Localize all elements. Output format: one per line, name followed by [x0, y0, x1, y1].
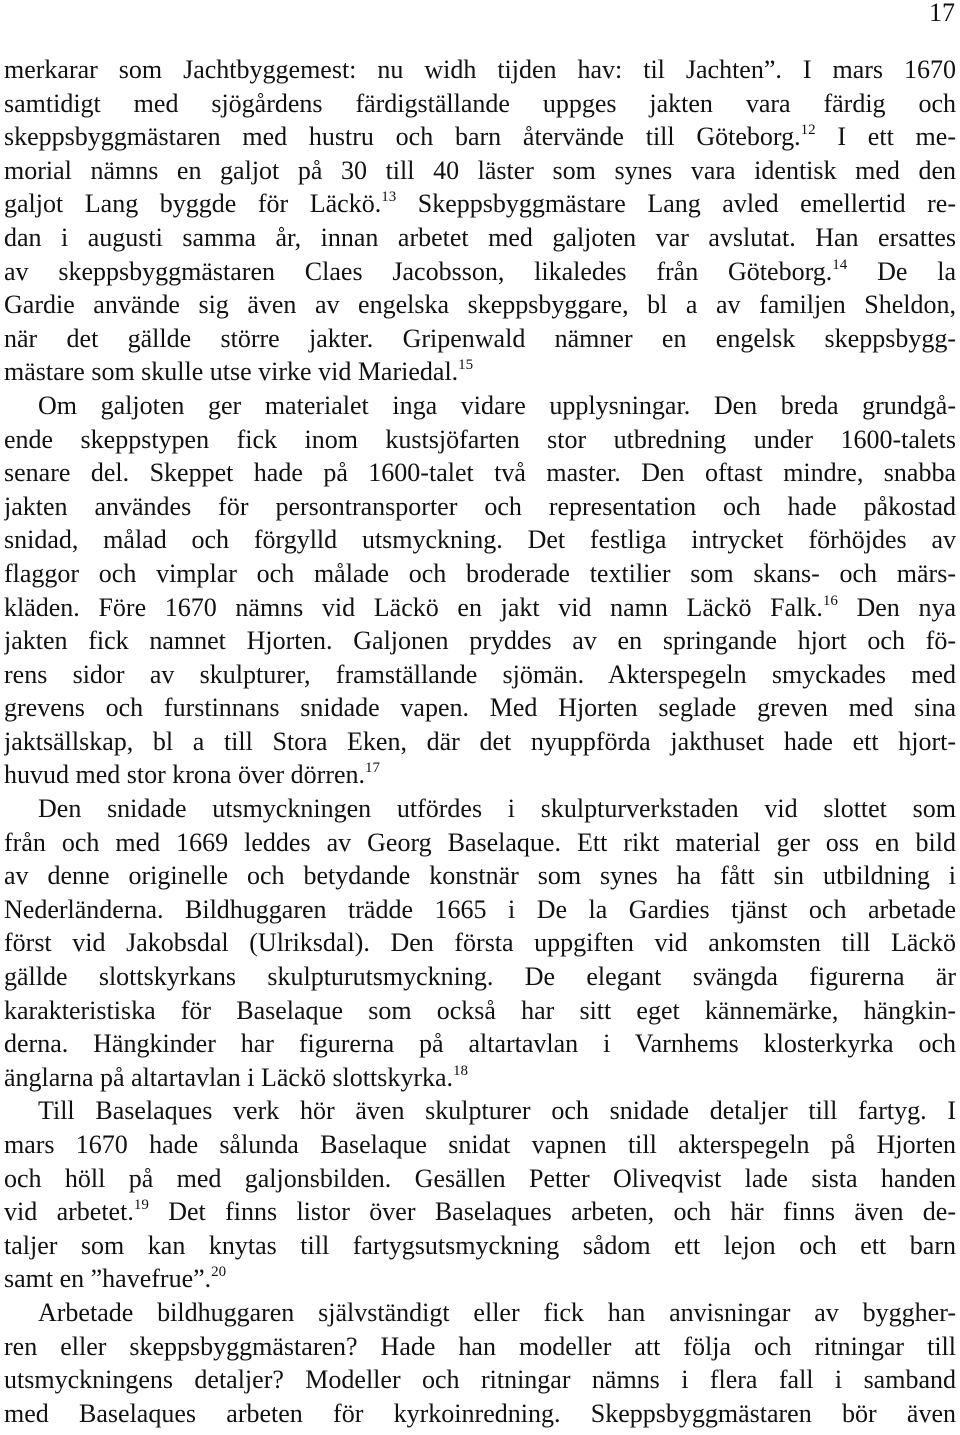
text-line [4, 288, 956, 322]
line-text: grevens och furstinnans snidade vapen. Med Hjorten seglade greven med sina [4, 693, 956, 723]
line-text: från och med 1669 leddes av Georg Baselaque. Ett rikt material ger oss en bild [4, 827, 956, 857]
line-text: Skeppsbyggmästare Lang avled emellertid re- [396, 189, 956, 219]
paragraph [4, 1094, 956, 1296]
text-line [4, 355, 956, 389]
text-line [4, 1195, 956, 1229]
line-text: av skeppsbyggmästaren Claes Jacobsson, likaledes från Göteborg. [4, 256, 833, 286]
line-text: Arbetade bildhuggaren självständigt eller fick han anvisningar av byggher- [38, 1297, 956, 1327]
text-line [4, 120, 956, 154]
line-text: av denne originelle och betydande konstnär som synes ha fått sin utbildning i [4, 861, 956, 891]
line-text: rens sidor av skulpturer, framställande sjömän. Akterspegeln smyckades med [4, 659, 956, 689]
line-text: huvud med stor krona över dörren. [4, 760, 366, 790]
text-line [4, 1296, 956, 1330]
line-text: snidad, målad och förgylld utsmyckning. Det festliga intrycket förhöjdes av [4, 525, 956, 555]
text-line [4, 926, 956, 960]
line-text: Om galjoten ger materialet inga vidare upplysningar. Den breda grundgå- [38, 390, 956, 420]
text-line [4, 53, 956, 87]
line-text: jaktsällskap, bl a till Stora Eken, där det nyuppförda jakthuset hade ett hjort- [4, 726, 956, 756]
line-text: galjot Lang byggde för Läckö. [4, 189, 382, 219]
text-line [4, 994, 956, 1028]
line-text: derna. Hängkinder har figurerna på altartavlan i Varnhems klosterkyrka och [4, 1029, 956, 1059]
line-text: mästare som skulle utse virke vid Mariedal. [4, 357, 459, 387]
text-line [4, 826, 956, 860]
text-line [4, 154, 956, 188]
text-line [4, 1027, 956, 1061]
page-number: 17 [929, 0, 955, 27]
text-line [4, 221, 956, 255]
text-line [4, 255, 956, 289]
text-line [4, 1363, 956, 1397]
line-text: änglarna på altartavlan i Läckö slottskyrka. [4, 1062, 454, 1092]
text-line [4, 456, 956, 490]
line-text: Till Baselaques verk hör även skulpturer och snidade detaljer till fartyg. I [38, 1096, 956, 1126]
line-text: ren eller skeppsbyggmästaren? Hade han modeller att följa och ritningar till [4, 1331, 956, 1361]
text-line [4, 893, 956, 927]
line-text: senare del. Skeppet hade på 1600-talet två master. Den oftast mindre, snabba [4, 458, 956, 488]
text-line [4, 1094, 956, 1128]
line-text: jakten fick namnet Hjorten. Galjonen pryddes av en springande hjort och fö- [4, 626, 956, 656]
line-text: Nederländerna. Bildhuggaren trädde 1665 i De la Gardies tjänst och arbetade [4, 894, 956, 924]
text-line [4, 1162, 956, 1196]
line-text: mars 1670 hade sålunda Baselaque snidat vapnen till akterspegeln på Hjorten [4, 1130, 956, 1159]
text-line [4, 322, 956, 356]
line-text: De la [847, 256, 956, 286]
paragraph [4, 1296, 956, 1430]
text-line [4, 557, 956, 591]
text-line [4, 1061, 956, 1095]
text-line [4, 960, 956, 994]
line-text: merkarar som Jachtbyggemest: nu widh tijden hav: til Jachten”. I mars 1670 [4, 55, 956, 84]
text-line [4, 490, 956, 524]
text-line [4, 523, 956, 557]
footnote-ref: 15 [458, 357, 474, 374]
line-text: Gardie använde sig även av engelska skeppsbyggare, bl a av familjen Sheldon, [4, 290, 956, 320]
footnote-ref: 13 [381, 189, 397, 206]
line-text: samt en ”havefrue”. [4, 1264, 212, 1294]
line-text: Den snidade utsmyckningen utfördes i skulpturverkstaden vid slottet som [38, 794, 956, 824]
line-text: ende skeppstypen fick inom kustsjöfarten stor utbredning under 1600-talets [4, 424, 956, 454]
line-text: först vid Jakobsdal (Ulriksdal). Den första uppgiften vid ankomsten till Läckö [4, 928, 956, 958]
text-line [4, 187, 956, 221]
footnote-ref: 12 [800, 122, 816, 139]
text-line [4, 1330, 956, 1364]
line-text: vid arbetet. [4, 1197, 134, 1227]
line-text: gällde slottskyrkans skulpturutsmyckning. De elegant svängda figurerna är [4, 962, 956, 992]
text-line [4, 389, 956, 423]
line-text: morial nämns en galjot på 30 till 40 läster som synes vara identisk med den [4, 155, 956, 185]
text-line [4, 87, 956, 121]
line-text: kläden. Före 1670 nämns vid Läckö en jakt vid namn Läckö Falk. [4, 592, 823, 622]
paragraph [4, 389, 956, 792]
text-line [4, 1397, 956, 1431]
line-text: och höll på med galjonsbilden. Gesällen Petter Oliveqvist lade sista handen [4, 1163, 956, 1193]
footnote-ref: 19 [133, 1197, 149, 1214]
line-text: Den nya [837, 592, 956, 622]
line-text: med Baselaques arbeten för kyrkoinredning. Skeppsbyggmästaren bör även [4, 1398, 956, 1428]
line-text: samtidigt med sjögårdens färdigställande uppges jakten vara färdig och [4, 88, 956, 118]
text-line [4, 691, 956, 725]
line-text: utsmyckningens detaljer? Modeller och ritningar nämns i flera fall i samband [4, 1365, 956, 1395]
text-line [4, 725, 956, 759]
line-text: jakten användes för persontransporter och representation och hade påkostad [4, 491, 956, 521]
text-line [4, 591, 956, 625]
footnote-ref: 16 [822, 592, 838, 609]
line-text: I ett me- [815, 122, 956, 152]
text-line [4, 1128, 956, 1162]
footnote-ref: 18 [453, 1062, 469, 1079]
text-line [4, 859, 956, 893]
line-text: flaggor och vimplar och målade och broderade textilier som skans- och märs- [4, 558, 956, 588]
footnote-ref: 14 [832, 256, 848, 273]
text-line [4, 758, 956, 792]
line-text: Det finns listor över Baselaques arbeten, och här finns även de- [148, 1197, 956, 1227]
text-line [4, 1262, 956, 1296]
text-line [4, 658, 956, 692]
text-line [4, 792, 956, 826]
footnote-ref: 17 [365, 760, 381, 777]
paragraph [4, 792, 956, 1094]
line-text: dan i augusti samma år, innan arbetet med galjoten var avslutat. Han ersattes [4, 222, 956, 252]
line-text: när det gällde större jakter. Gripenwald nämner en engelsk skeppsbygg- [4, 323, 956, 353]
paragraph [4, 53, 956, 389]
line-text: karakteristiska för Baselaque som också har sitt eget kännemärke, hängkin- [4, 995, 956, 1025]
line-text: taljer som kan knytas till fartygsutsmyckning sådom ett lejon och ett barn [4, 1230, 956, 1260]
text-line [4, 624, 956, 658]
footnote-ref: 20 [211, 1264, 227, 1281]
line-text: skeppsbyggmästaren med hustru och barn återvände till Göteborg. [4, 122, 801, 152]
text-line [4, 1229, 956, 1263]
body-text [4, 53, 956, 1430]
text-line [4, 423, 956, 457]
